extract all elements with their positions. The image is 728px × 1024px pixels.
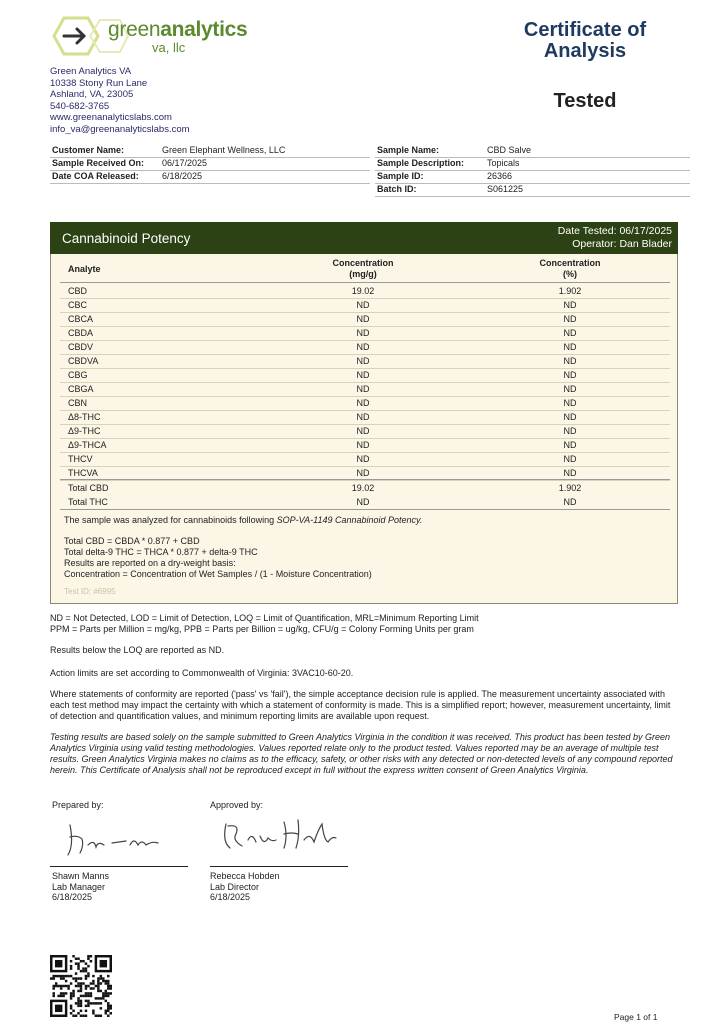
arrow-icon — [64, 29, 84, 43]
concentration-mg-cell: ND — [356, 468, 370, 478]
logo-wordmark: greenanalytics — [108, 18, 248, 41]
loq-note: Results below the LOQ are reported as ND. — [50, 645, 225, 655]
concentration-mg-cell: 19.02 — [351, 286, 375, 296]
info-row — [50, 157, 370, 171]
analyte-cell: CBG — [68, 370, 88, 380]
info-label: Sample Description: — [377, 158, 465, 168]
concentration-pct-cell: ND — [563, 398, 577, 408]
address-line[interactable]: info_va@greenanalyticslabs.com — [50, 123, 190, 135]
table-row — [60, 354, 670, 369]
concentration-pct-cell: 1.902 — [558, 286, 582, 296]
concentration-pct-cell: ND — [563, 356, 577, 366]
prepared-signature-line — [50, 866, 188, 867]
test-date-operator: Date Tested: 06/17/2025 Operator: Dan Blader — [557, 225, 672, 250]
analyte-cell: CBCA — [68, 314, 94, 324]
concentration-pct-cell: 1.902 — [558, 483, 582, 493]
approved-by-info: Rebecca Hobden Lab Director 6/18/2025 — [210, 871, 280, 902]
table-row — [60, 368, 670, 383]
col-header-mg: Concentration (mg/g) — [332, 258, 394, 279]
concentration-pct-cell: ND — [563, 328, 577, 338]
concentration-mg-cell: ND — [356, 314, 370, 324]
concentration-mg-cell: ND — [356, 356, 370, 366]
concentration-mg-cell: 19.02 — [351, 483, 375, 493]
analyte-cell: THCVA — [68, 468, 98, 478]
info-label: Sample Received On: — [52, 158, 145, 168]
info-label: Customer Name: — [52, 145, 125, 155]
method-note: The sample was analyzed for cannabinoids following SOP-VA-1149 Cannabinoid Potency. — [64, 515, 423, 525]
formula-notes — [64, 536, 372, 580]
info-value: 06/17/2025 — [162, 158, 208, 168]
page-title: Certificate of Analysis — [523, 19, 647, 62]
table-row — [60, 424, 670, 439]
logo-subtitle: va, llc — [152, 40, 186, 55]
info-row — [50, 170, 370, 184]
concentration-mg-cell: ND — [356, 426, 370, 436]
info-label: Sample Name: — [377, 145, 440, 155]
analyte-cell: Δ9-THCA — [68, 440, 107, 450]
analyte-cell: CBC — [68, 300, 88, 310]
info-row — [375, 157, 690, 171]
address-line: Ashland, VA, 23005 — [50, 89, 134, 100]
status-label: Tested — [553, 90, 617, 112]
table-row — [60, 396, 670, 411]
analyte-cell: CBDVA — [68, 356, 99, 366]
formula-line: Concentration = Concentration of Wet Samples / (1 - Moisture Concentration) — [64, 569, 372, 579]
analyte-cell: THCV — [68, 454, 93, 464]
concentration-mg-cell: ND — [356, 497, 370, 507]
prepared-label: Prepared by: — [52, 800, 104, 810]
info-value: CBD Salve — [487, 145, 532, 155]
analyte-cell: CBN — [68, 398, 88, 408]
prepared-by-info: Shawn Manns Lab Manager 6/18/2025 — [52, 871, 110, 902]
info-value: Green Elephant Wellness, LLC — [162, 145, 286, 155]
conformity-note: Where statements of conformity are reported ('pass' vs 'fail'), the simple acceptance decision rule is applied. The measurement uncertainty associated with each test method may impact the certainty with which a statement of conformity is made. This is a simplified report; however, measurement uncertainty, limit of detection and quantification values, and minimum reporting limits are available upon request. — [50, 689, 671, 721]
info-value: S061225 — [487, 184, 524, 194]
analyte-cell: Δ8-THC — [68, 412, 101, 422]
concentration-mg-cell: ND — [356, 412, 370, 422]
analyte-cell: CBDV — [68, 342, 94, 352]
signature-approved — [218, 812, 348, 862]
notes-divider — [60, 509, 670, 510]
table-row — [60, 382, 670, 397]
table-row — [60, 452, 670, 467]
analyte-cell: CBGA — [68, 384, 94, 394]
concentration-pct-cell: ND — [563, 468, 577, 478]
approved-label: Approved by: — [210, 800, 264, 810]
info-label: Batch ID: — [377, 184, 417, 194]
info-value: 26366 — [487, 171, 513, 181]
formula-line: Total delta-9 THC = THCA * 0.877 + delta-9 THC — [64, 547, 258, 557]
action-note: Action limits are set according to Commonwealth of Virginia: 3VAC10-60-20. — [50, 668, 354, 678]
lab-address — [50, 66, 190, 135]
concentration-pct-cell: ND — [563, 342, 577, 352]
concentration-pct-cell: ND — [563, 412, 577, 422]
concentration-mg-cell: ND — [356, 300, 370, 310]
concentration-pct-cell: ND — [563, 314, 577, 324]
address-line[interactable]: www.greenanalyticslabs.com — [50, 112, 172, 123]
concentration-pct-cell: ND — [563, 440, 577, 450]
address-line: 540-682-3765 — [50, 100, 110, 112]
formula-line: Results are reported on a dry-weight basis: — [64, 558, 236, 568]
address-line: 10338 Stony Run Lane — [50, 77, 148, 89]
concentration-pct-cell: ND — [563, 370, 577, 380]
analyte-cell: Total THC — [68, 497, 108, 507]
col-header-pct: Concentration (%) — [539, 258, 601, 279]
totals-divider — [60, 479, 670, 480]
concentration-pct-cell: ND — [563, 426, 577, 436]
qr-code[interactable] — [50, 955, 112, 1017]
info-label: Sample ID: — [377, 171, 424, 181]
concentration-pct-cell: ND — [563, 384, 577, 394]
concentration-mg-cell: ND — [356, 454, 370, 464]
disclaimer: Testing results are based solely on the sample submitted to Green Analytics Virginia in the condition it was received. This product has been tested by Green Analytics Virginia using valid testing methodologies. Values reported relate only to the product tested. Values reported may be an average of multiple test results. Green Analytics Virginia makes no claims as to the efficacy, safety, or other risks with any detected or non-detected levels of any compound reported herein. This Certificate of Analysis shall not be reproduced except in full without the express written consent of Green Analytics Virginia. — [50, 732, 673, 775]
info-row — [375, 170, 690, 184]
table-row — [60, 438, 670, 453]
table-row — [60, 298, 670, 313]
col-header-analyte: Analyte — [68, 264, 101, 274]
analyte-cell: Total CBD — [68, 483, 109, 493]
info-row — [50, 144, 370, 158]
approved-signature-line — [210, 866, 348, 867]
page-number: Page 1 of 1 — [614, 1012, 658, 1022]
analyte-cell: CBDA — [68, 328, 94, 338]
info-value: Topicals — [487, 158, 520, 168]
info-row — [375, 144, 690, 158]
concentration-mg-cell: ND — [356, 370, 370, 380]
table-row — [60, 340, 670, 355]
table-row — [60, 326, 670, 341]
table-row — [60, 481, 670, 495]
signature-prepared — [60, 815, 180, 865]
info-row — [375, 183, 690, 197]
address-line: Green Analytics VA — [50, 66, 132, 77]
analyte-cell: CBD — [68, 286, 88, 296]
concentration-mg-cell: ND — [356, 384, 370, 394]
formula-line: Total CBD = CBDA * 0.877 + CBD — [64, 536, 200, 546]
table-row — [60, 410, 670, 425]
info-value: 6/18/2025 — [162, 171, 203, 181]
concentration-mg-cell: ND — [356, 342, 370, 352]
info-label: Date COA Released: — [52, 171, 139, 181]
concentration-pct-cell: ND — [563, 300, 577, 310]
test-id: Test ID: #6995 — [64, 587, 116, 596]
abbreviations: ND = Not Detected, LOD = Limit of Detection, LOQ = Limit of Quantification, MRL=Minimum Reporting Limit PPM = Parts per Million = mg/kg, PPB = Parts per Billion = ug/kg, CFU/g = Colony Forming Units per gram — [50, 613, 479, 634]
concentration-mg-cell: ND — [356, 398, 370, 408]
concentration-mg-cell: ND — [356, 440, 370, 450]
table-row — [60, 312, 670, 327]
header-divider — [60, 282, 670, 283]
concentration-pct-cell: ND — [563, 497, 577, 507]
potency-title: Cannabinoid Potency — [62, 231, 191, 246]
concentration-pct-cell: ND — [563, 454, 577, 464]
concentration-mg-cell: ND — [356, 328, 370, 338]
table-row — [60, 495, 670, 509]
analyte-cell: Δ9-THC — [68, 426, 101, 436]
table-row — [60, 284, 670, 299]
